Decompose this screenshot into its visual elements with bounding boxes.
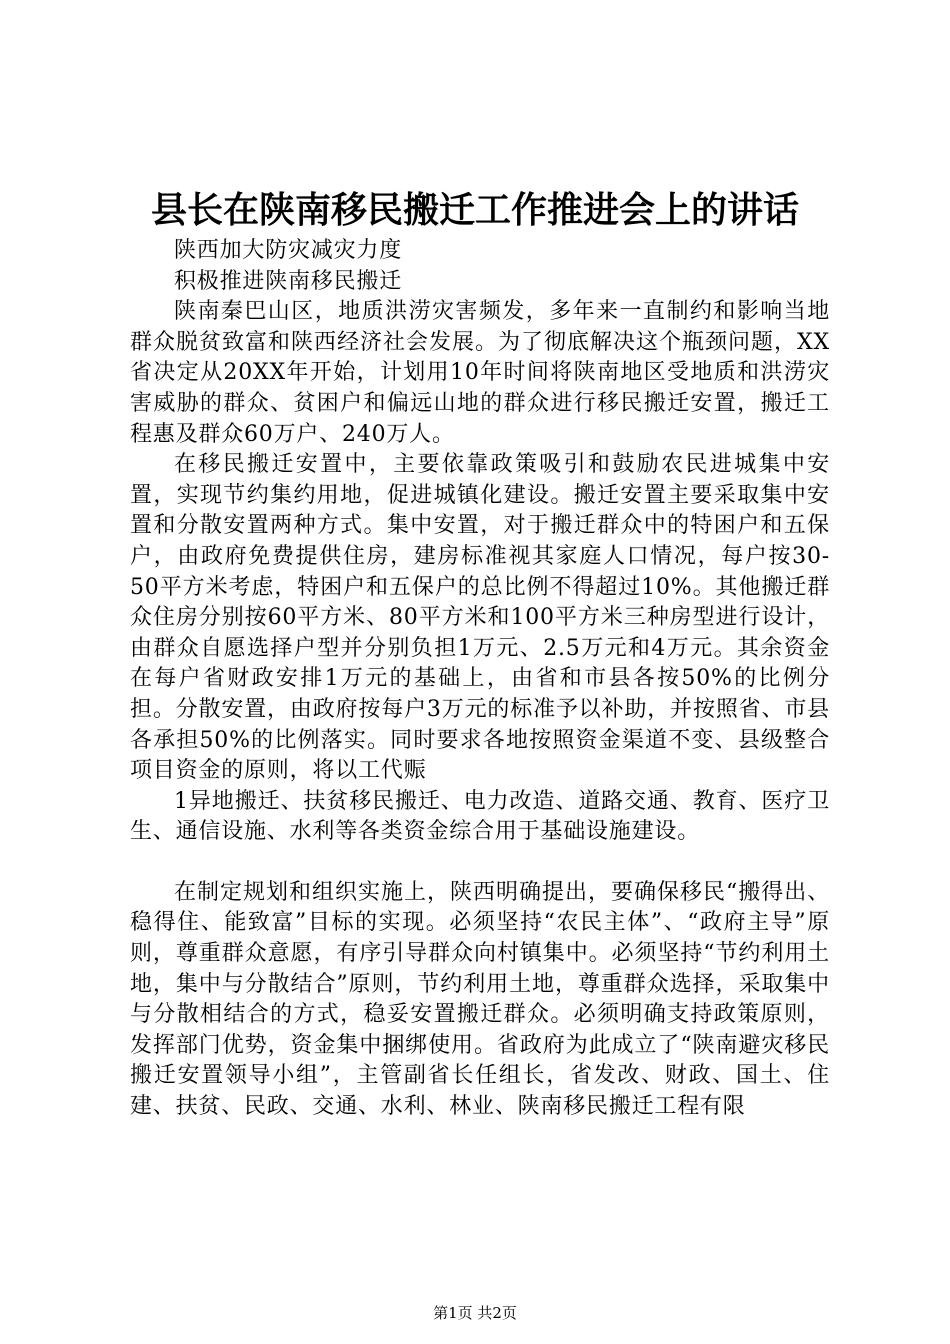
paragraph-3: 1异地搬迁、扶贫移民搬迁、电力改造、道路交通、教育、医疗卫生、通信设施、水利等各类资金综合用于基础设施建设。 — [130, 788, 830, 845]
paragraph-1: 陕南秦巴山区，地质洪涝灾害频发，多年来一直制约和影响当地群众脱贫致富和陕西经济社会发展。为了彻底解决这个瓶颈问题，XX省决定从20XX年开始，计划用10年时间将陕南地区受地质和洪涝灾害威胁的群众、贫困户和偏远山地的群众进行移民搬迁安置，搬迁工程惠及群众60万户、240万人。 — [130, 299, 830, 447]
page-indicator: 第1页 共2页 — [433, 1304, 517, 1322]
subtitle-line-1: 陕西加大防灾减灾力度 — [174, 238, 403, 263]
subtitle-line-2: 积极推进陕南移民搬迁 — [174, 268, 403, 294]
document-body — [130, 236, 830, 1123]
paragraph-2: 在移民搬迁安置中，主要依靠政策吸引和鼓励农民进城集中安置，实现节约集约用地，促进城镇化建设。搬迁安置主要采取集中安置和分散安置两种方式。集中安置，对于搬迁群众中的特困户和五保户，由政府免费提供住房，建房标准视其家庭人口情况，每户按30-50平方米考虑，特困户和五保户的总比例不得超过10%。其他搬迁群众住房分别按60平方米、80平方米和100平方米三种房型进行设计，由群众自愿选择户型并分别负担1万元、2.5万元和4万元。其余资金在每户省财政安排1万元的基础上，由省和市县各按50%的比例分担。分散安置，由政府按每户3万元的标准予以补助，并按照省、市县各承担50%的比例落实。同时要求各地按照资金渠道不变、县级整合项目资金的原则，将以工代赈 — [130, 452, 830, 784]
document-title: 县长在陕南移民搬迁工作推进会上的讲话 — [150, 189, 799, 231]
paragraph-4: 在制定规划和组织实施上，陕西明确提出，要确保移民“搬得出、稳得住、能致富”目标的实现。必须坚持“农民主体”、“政府主导”原则，尊重群众意愿，有序引导群众向村镇集中。必须坚持“节约利用土地，集中与分散结合”原则，节约利用土地，尊重群众选择，采取集中与分散相结合的方式，稳妥安置搬迁群众。必须明确支持政策原则，发挥部门优势，资金集中捆绑使用。省政府为此成立了“陕南避灾移民搬迁安置领导小组”，主管副省长任组长，省发改、财政、国土、住建、扶贫、民政、交通、水利、林业、陕南移民搬迁工程有限 — [130, 879, 830, 1120]
